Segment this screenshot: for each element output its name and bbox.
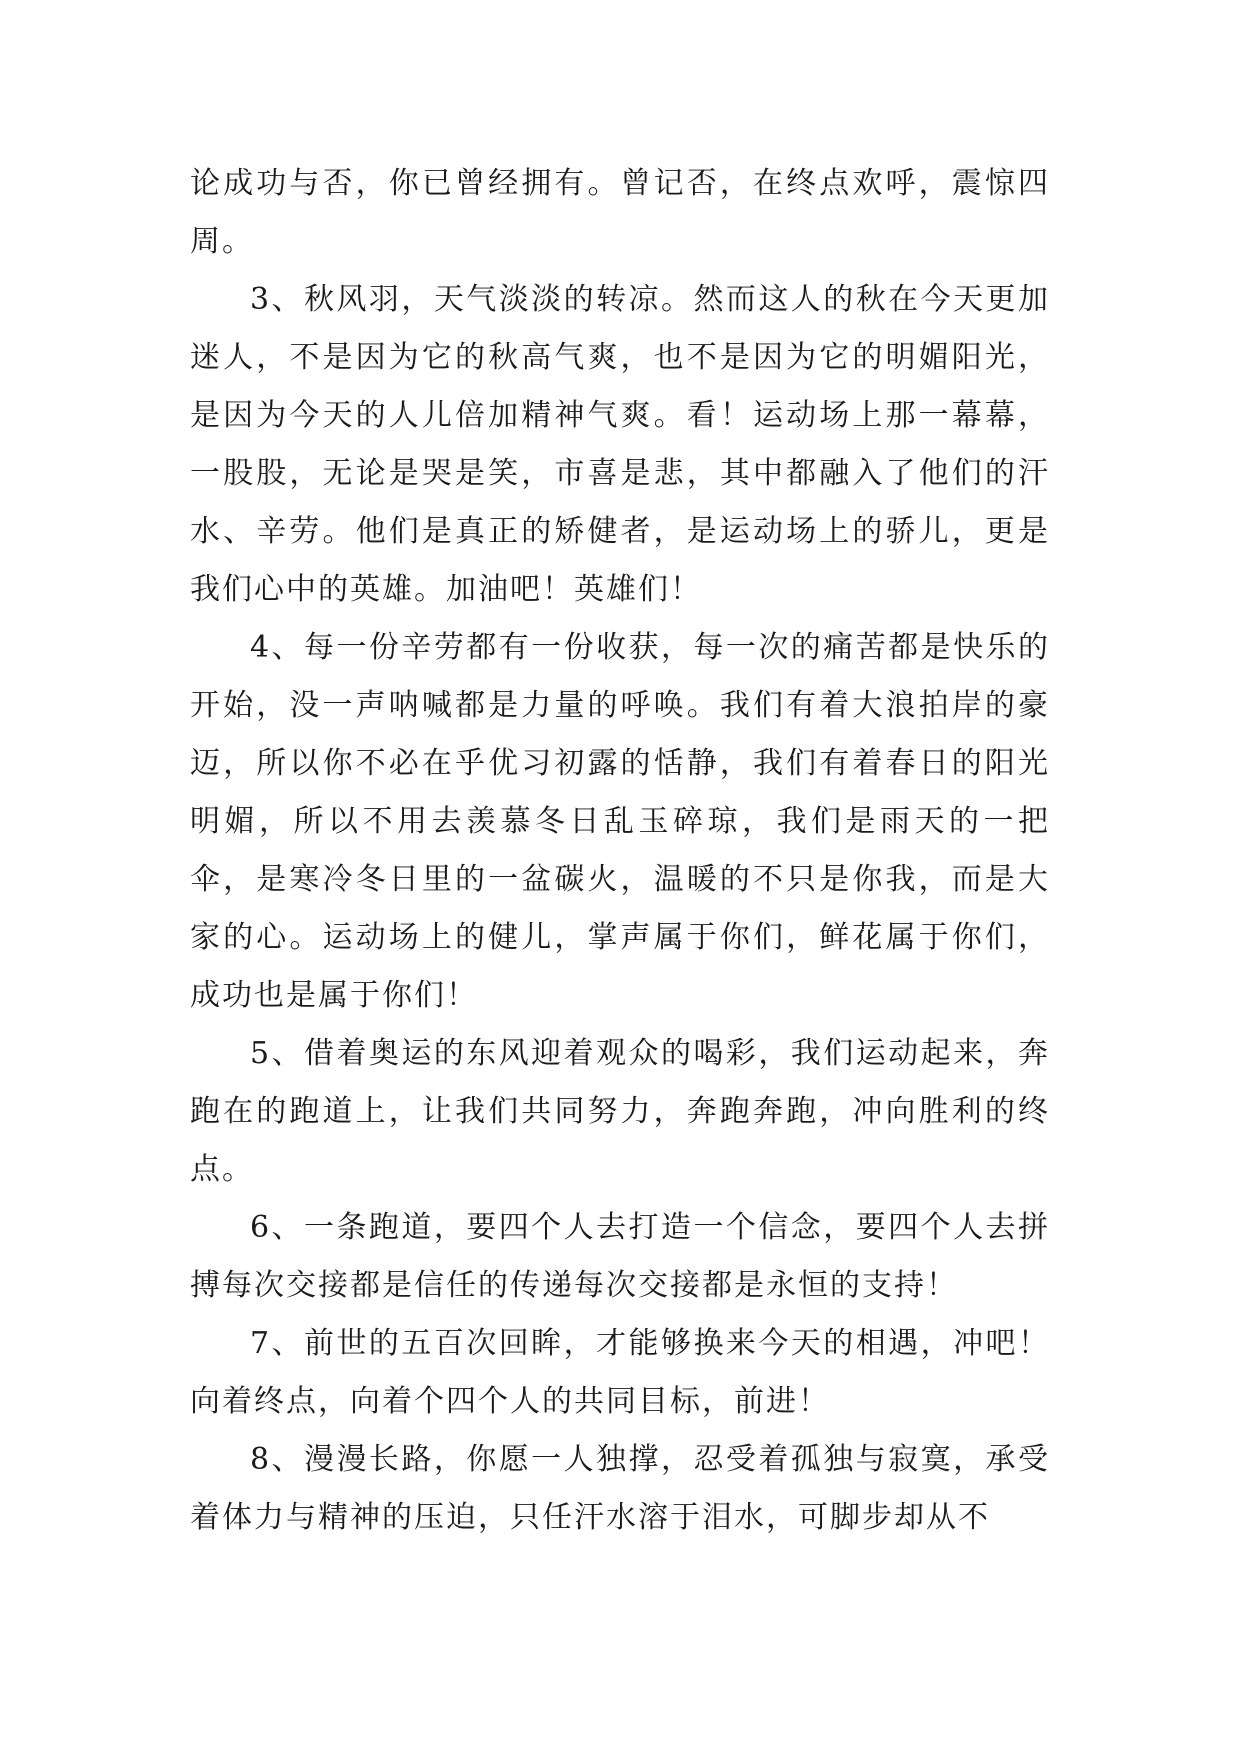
paragraph-item-5: 5、借着奥运的东风迎着观众的喝彩，我们运动起来，奔跑在的跑道上，让我们共同努力，奔跑奔跑，冲向胜利的终点。: [190, 1036, 1050, 1187]
paragraph-item-6: 6、一条跑道，要四个人去打造一个信念，要四个人去拼搏每次交接都是信任的传递每次交接都是永恒的支持！: [190, 1210, 1050, 1303]
paragraph-item-4: 4、每一份辛劳都有一份收获，每一次的痛苦都是快乐的开始，没一声呐喊都是力量的呼唤。我们有着大浪拍岸的豪迈，所以你不必在乎优习初露的恬静，我们有着春日的阳光明媚，所以不用去羡慕冬日乱玉碎琼，我们是雨天的一把伞，是寒冷冬日里的一盆碳火，温暖的不只是你我，而是大家的心。运动场上的健儿，掌声属于你们，鲜花属于你们，成功也是属于你们！: [190, 630, 1050, 1013]
paragraph-continuation: 论成功与否，你已曾经拥有。曾记否，在终点欢呼，震惊四周。: [190, 166, 1050, 259]
paragraph-item-8: 8、漫漫长路，你愿一人独撑，忍受着孤独与寂寞，承受着体力与精神的压迫，只任汗水溶于泪水，可脚步却从不: [190, 1442, 1050, 1535]
paragraph-item-3: 3、秋风羽，天气淡淡的转凉。然而这人的秋在今天更加迷人，不是因为它的秋高气爽，也不是因为它的明媚阳光，是因为今天的人儿倍加精神气爽。看！运动场上那一幕幕，一股股，无论是哭是笑，市喜是悲，其中都融入了他们的汗水、辛劳。他们是真正的矫健者，是运动场上的骄儿，更是我们心中的英雄。加油吧！英雄们！: [190, 282, 1050, 607]
paragraph-item-7: 7、前世的五百次回眸，才能够换来今天的相遇，冲吧！向着终点，向着个四个人的共同目标，前进！: [190, 1326, 1050, 1419]
document-body: [190, 155, 1050, 1547]
